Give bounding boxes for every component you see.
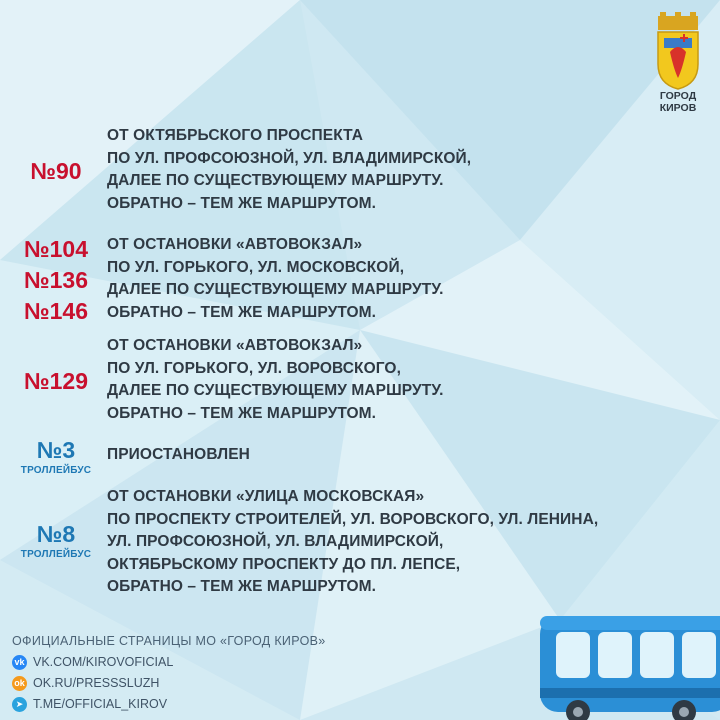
route-line: ОБРАТНО – ТЕМ ЖЕ МАРШРУТОМ. <box>107 404 377 422</box>
route-line: УЛ. ПРОФСОЮЗНОЙ, УЛ. ВЛАДИМИРСКОЙ, <box>107 533 444 550</box>
footer-link-ok[interactable] <box>12 673 326 694</box>
route-line: ДАЛЕЕ ПО СУЩЕСТВУЮЩЕМУ МАРШРУТУ. <box>107 281 444 298</box>
route-number: №129 <box>23 368 88 394</box>
route-number: №146 <box>23 298 88 324</box>
route-description <box>107 125 471 215</box>
route-number-group <box>0 519 112 561</box>
footer <box>12 631 326 715</box>
route-description <box>107 444 250 467</box>
vk-icon: vk <box>12 655 27 670</box>
route-number: №8 <box>36 521 76 547</box>
route-line: ДАЛЕЕ ПО СУЩЕСТВУЮЩЕМУ МАРШРУТУ. <box>107 382 444 399</box>
logo-caption <box>640 90 716 114</box>
route-line: ПО УЛ. ГОРЬКОГО, УЛ. ВОРОВСКОГО, <box>107 359 401 377</box>
route-line: ОТ ОСТАНОВКИ «АВТОВОКЗАЛ» <box>107 337 363 354</box>
route-number-group <box>0 366 112 396</box>
route-type-label: ТРОЛЛЕЙБУС <box>20 549 92 560</box>
route-line: ПО УЛ. ПРОФСОЮЗНОЙ, УЛ. ВЛАДИМИРСКОЙ, <box>107 149 472 167</box>
route-type-label: ТРОЛЛЕЙБУС <box>20 465 92 476</box>
bus-icon <box>534 612 720 720</box>
route-description <box>107 486 598 599</box>
route-line: ПО УЛ. ГОРЬКОГО, УЛ. МОСКОВСКОЙ, <box>107 258 405 276</box>
footer-link-vk[interactable] <box>12 652 326 673</box>
route-number: №3 <box>36 437 76 463</box>
logo-line-2: КИРОВ <box>659 102 697 114</box>
route-line: ДАЛЕЕ ПО СУЩЕСТВУЮЩЕМУ МАРШРУТУ. <box>107 172 444 189</box>
route-line: ОБРАТНО – ТЕМ ЖЕ МАРШРУТОМ. <box>107 578 377 595</box>
footer-link-text[interactable]: T.ME/OFFICIAL_KIROV <box>33 697 168 711</box>
route-line: ПРИОСТАНОВЛЕН <box>107 446 250 463</box>
route-number-group <box>0 435 112 477</box>
route-line: ОБРАТНО – ТЕМ ЖЕ МАРШРУТОМ. <box>107 194 377 212</box>
route-line: ОБРАТНО – ТЕМ ЖЕ МАРШРУТОМ. <box>107 303 377 321</box>
route-number-group <box>0 156 112 186</box>
ok-icon: ok <box>12 676 27 691</box>
route-number: №104 <box>23 236 88 262</box>
footer-link-text[interactable]: VK.COM/KIROVOFICIAL <box>33 655 174 669</box>
logo-line-1: ГОРОД <box>659 90 697 102</box>
footer-link-text[interactable]: OK.RU/PRESSSLUZH <box>33 676 160 690</box>
route-description <box>107 335 444 425</box>
route-description <box>107 234 444 324</box>
route-number: №136 <box>23 267 88 293</box>
route-line: ПО ПРОСПЕКТУ СТРОИТЕЛЕЙ, УЛ. ВОРОВСКОГО, УЛ. ЛЕНИНА, <box>107 510 599 528</box>
route-number: №90 <box>30 158 82 184</box>
route-line: ОТ ОСТАНОВКИ «УЛИЦА МОСКОВСКАЯ» <box>107 488 425 505</box>
route-line: ОТ ОСТАНОВКИ «АВТОВОКЗАЛ» <box>107 236 363 253</box>
coat-of-arms-icon <box>652 12 704 90</box>
telegram-icon: ➤ <box>12 697 27 712</box>
route-line: ОКТЯБРЬСКОМУ ПРОСПЕКТУ ДО ПЛ. ЛЕПСЕ, <box>107 555 461 573</box>
route-number-group <box>0 234 112 327</box>
route-line: ОТ ОКТЯБРЬСКОГО ПРОСПЕКТА <box>107 127 364 144</box>
footer-link-telegram[interactable] <box>12 694 326 715</box>
footer-title: ОФИЦИАЛЬНЫЕ СТРАНИЦЫ МО «ГОРОД КИРОВ» <box>12 634 326 648</box>
